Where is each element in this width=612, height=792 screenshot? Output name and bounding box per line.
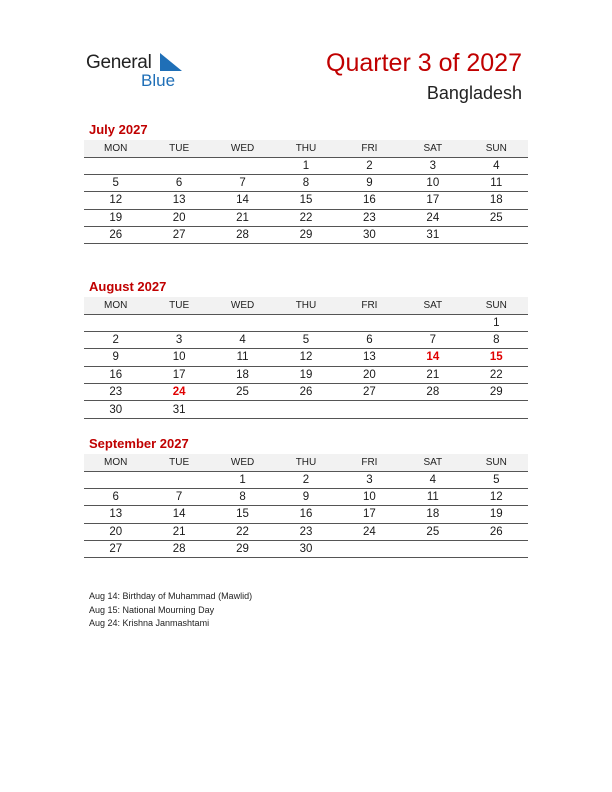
weekday-header: WED (211, 140, 274, 157)
day-cell: 15 (211, 506, 274, 523)
day-cell: 5 (84, 174, 147, 191)
day-cell: 16 (338, 192, 401, 209)
weekday-header: SAT (401, 454, 464, 471)
day-cell: 30 (84, 401, 147, 418)
weekday-header: MON (84, 140, 147, 157)
weekday-header: TUE (147, 140, 210, 157)
day-cell: 12 (84, 192, 147, 209)
day-cell (338, 314, 401, 331)
weekday-header: SUN (465, 140, 528, 157)
country-name: Bangladesh (426, 83, 522, 103)
day-cell: 29 (465, 384, 528, 401)
day-cell: 6 (147, 174, 210, 191)
day-cell: 15 (465, 349, 528, 366)
weekday-header: MON (84, 297, 147, 314)
day-cell: 19 (274, 366, 337, 383)
holiday-note: Aug 24: Krishna Janmashtami (89, 618, 210, 628)
day-cell: 4 (211, 331, 274, 348)
day-cell: 22 (465, 366, 528, 383)
day-cell: 15 (274, 192, 337, 209)
month-title: August 2027 (89, 279, 167, 294)
day-cell: 7 (401, 331, 464, 348)
day-cell: 18 (211, 366, 274, 383)
week-row (84, 192, 528, 209)
day-cell: 18 (401, 506, 464, 523)
weekday-header: MON (84, 454, 147, 471)
weekday-header: THU (274, 297, 337, 314)
day-cell (274, 314, 337, 331)
day-cell: 8 (465, 331, 528, 348)
day-cell: 17 (338, 506, 401, 523)
week-row (84, 541, 528, 558)
day-cell (147, 314, 210, 331)
day-cell: 17 (147, 366, 210, 383)
day-cell (84, 314, 147, 331)
day-cell: 10 (401, 174, 464, 191)
day-cell (401, 314, 464, 331)
weekday-header: TUE (147, 454, 210, 471)
day-cell: 6 (84, 488, 147, 505)
day-cell: 26 (465, 523, 528, 540)
day-cell: 24 (401, 209, 464, 226)
day-cell: 16 (274, 506, 337, 523)
day-cell (465, 401, 528, 418)
day-cell: 10 (338, 488, 401, 505)
calendar-grid (84, 297, 528, 419)
week-row (84, 384, 528, 401)
day-cell: 8 (211, 488, 274, 505)
day-cell: 13 (147, 192, 210, 209)
day-cell: 30 (274, 541, 337, 558)
day-cell: 8 (274, 174, 337, 191)
day-cell: 27 (147, 227, 210, 244)
day-cell: 20 (147, 209, 210, 226)
weekday-header: SAT (401, 297, 464, 314)
day-cell: 22 (274, 209, 337, 226)
day-cell: 7 (211, 174, 274, 191)
day-cell: 2 (84, 331, 147, 348)
page-title: Quarter 3 of 2027 (326, 49, 522, 77)
day-cell (401, 401, 464, 418)
day-cell: 11 (401, 488, 464, 505)
day-cell: 29 (211, 541, 274, 558)
month-block-september (84, 436, 528, 558)
week-row (84, 366, 528, 383)
day-cell: 4 (465, 157, 528, 174)
weekday-header: FRI (338, 454, 401, 471)
day-cell: 3 (338, 471, 401, 488)
day-cell: 2 (274, 471, 337, 488)
day-cell: 21 (147, 523, 210, 540)
day-cell (147, 471, 210, 488)
day-cell: 21 (401, 366, 464, 383)
weekday-header: SAT (401, 140, 464, 157)
logo-word-general: General (86, 52, 152, 73)
day-cell: 16 (84, 366, 147, 383)
week-row (84, 174, 528, 191)
calendar-grid (84, 140, 528, 244)
logo-flag-icon (160, 53, 182, 71)
weekday-header-row (84, 297, 528, 314)
week-row (84, 157, 528, 174)
day-cell (211, 401, 274, 418)
day-cell: 19 (84, 209, 147, 226)
day-cell: 1 (465, 314, 528, 331)
week-row (84, 349, 528, 366)
day-cell (465, 541, 528, 558)
weekday-header-row (84, 140, 528, 157)
holiday-notes (89, 590, 252, 631)
day-cell: 28 (401, 384, 464, 401)
day-cell: 11 (211, 349, 274, 366)
day-cell: 9 (338, 174, 401, 191)
day-cell: 20 (84, 523, 147, 540)
day-cell: 19 (465, 506, 528, 523)
generalblue-logo (86, 52, 196, 92)
day-cell: 28 (211, 227, 274, 244)
day-cell: 22 (211, 523, 274, 540)
day-cell: 9 (84, 349, 147, 366)
week-row (84, 331, 528, 348)
day-cell: 25 (465, 209, 528, 226)
day-cell (338, 401, 401, 418)
day-cell: 9 (274, 488, 337, 505)
day-cell: 23 (84, 384, 147, 401)
day-cell: 28 (147, 541, 210, 558)
month-block-august (84, 279, 528, 419)
calendar-grid (84, 454, 528, 558)
week-row (84, 471, 528, 488)
day-cell: 13 (338, 349, 401, 366)
day-cell: 23 (274, 523, 337, 540)
weekday-header: THU (274, 454, 337, 471)
day-cell: 12 (465, 488, 528, 505)
day-cell: 5 (274, 331, 337, 348)
day-cell: 11 (465, 174, 528, 191)
day-cell: 24 (338, 523, 401, 540)
holiday-note: Aug 15: National Mourning Day (89, 604, 215, 615)
day-cell (84, 471, 147, 488)
week-row (84, 314, 528, 331)
day-cell: 21 (211, 209, 274, 226)
week-row (84, 523, 528, 540)
weekday-header: SUN (465, 297, 528, 314)
day-cell: 12 (274, 349, 337, 366)
day-cell: 1 (211, 471, 274, 488)
logo-word-blue: Blue (141, 71, 176, 90)
day-cell: 31 (401, 227, 464, 244)
day-cell: 4 (401, 471, 464, 488)
day-cell: 14 (211, 192, 274, 209)
week-row (84, 209, 528, 226)
weekday-header: FRI (338, 140, 401, 157)
day-cell: 1 (274, 157, 337, 174)
day-cell (338, 541, 401, 558)
day-cell: 5 (465, 471, 528, 488)
day-cell: 7 (147, 488, 210, 505)
day-cell: 17 (401, 192, 464, 209)
day-cell: 27 (338, 384, 401, 401)
weekday-header: WED (211, 297, 274, 314)
weekday-header: TUE (147, 297, 210, 314)
holiday-note: Aug 14: Birthday of Muhammad (Mawlid) (89, 591, 253, 601)
weekday-header: THU (274, 140, 337, 157)
day-cell: 29 (274, 227, 337, 244)
day-cell: 26 (84, 227, 147, 244)
weekday-header: FRI (338, 297, 401, 314)
day-cell (401, 541, 464, 558)
week-row (84, 488, 528, 505)
month-title: September 2027 (89, 436, 189, 451)
day-cell: 30 (338, 227, 401, 244)
day-cell: 26 (274, 384, 337, 401)
day-cell (147, 157, 210, 174)
day-cell: 18 (465, 192, 528, 209)
day-cell: 27 (84, 541, 147, 558)
day-cell: 14 (147, 506, 210, 523)
week-row (84, 227, 528, 244)
day-cell: 6 (338, 331, 401, 348)
day-cell: 24 (147, 384, 210, 401)
day-cell: 31 (147, 401, 210, 418)
day-cell (274, 401, 337, 418)
day-cell: 13 (84, 506, 147, 523)
day-cell (211, 157, 274, 174)
weekday-header: WED (211, 454, 274, 471)
day-cell: 2 (338, 157, 401, 174)
day-cell: 14 (401, 349, 464, 366)
day-cell (84, 157, 147, 174)
week-row (84, 506, 528, 523)
day-cell: 10 (147, 349, 210, 366)
day-cell: 3 (401, 157, 464, 174)
day-cell: 25 (401, 523, 464, 540)
day-cell (211, 314, 274, 331)
weekday-header-row (84, 454, 528, 471)
month-title: July 2027 (89, 122, 148, 137)
weekday-header: SUN (465, 454, 528, 471)
day-cell: 23 (338, 209, 401, 226)
month-block-july (84, 122, 528, 244)
week-row (84, 401, 528, 418)
day-cell: 20 (338, 366, 401, 383)
day-cell: 3 (147, 331, 210, 348)
day-cell: 25 (211, 384, 274, 401)
day-cell (465, 227, 528, 244)
